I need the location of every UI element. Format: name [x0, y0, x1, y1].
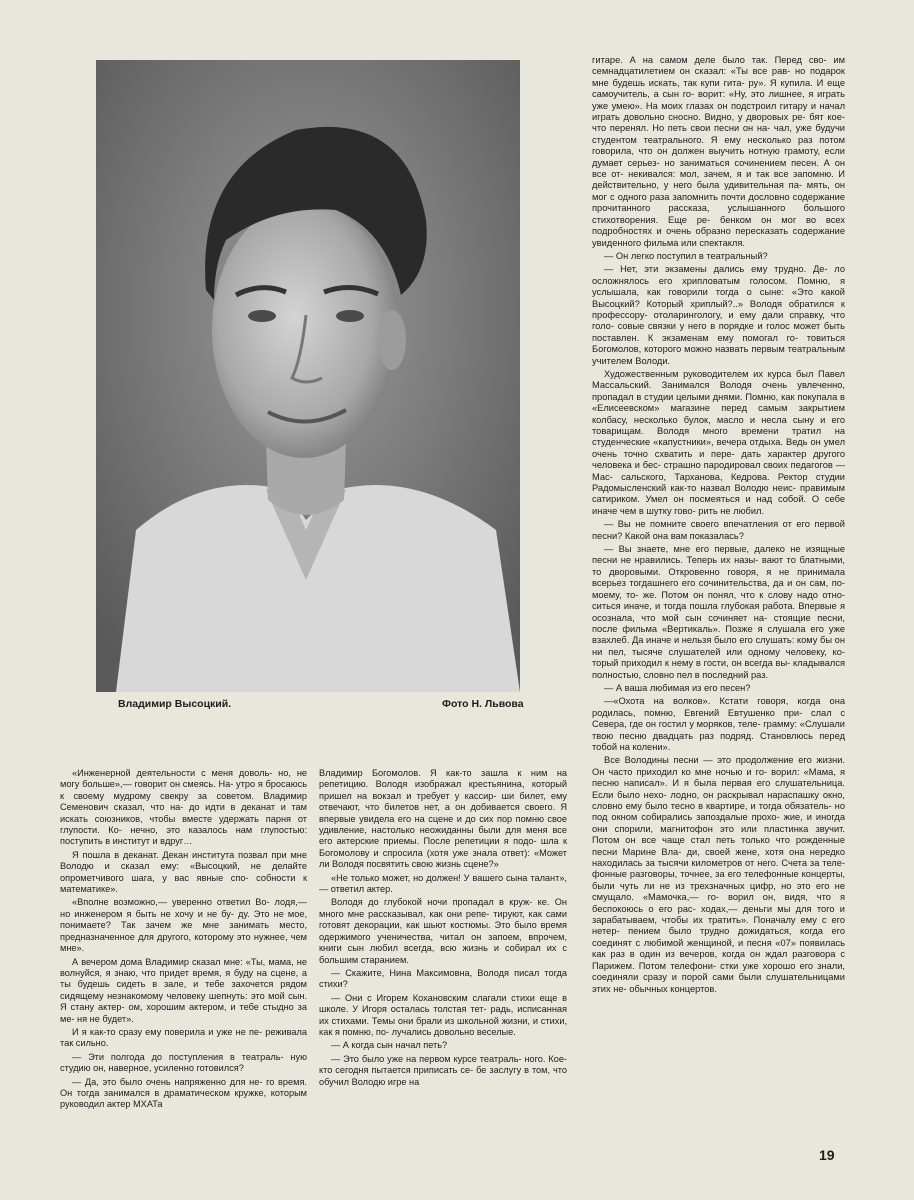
paragraph: Владимир Богомолов. Я как-то зашла к ним на репетицию. Володя изображал крестьянина, который пришел на вокзал и требует у кассир- ши билет, ему отвечают, что билетов нет, а он добивается своего. Я впервые увидела его на сцене и до сих пор помню свое удивление, настолько неожиданны были для меня все его актерские приемы. После репетиции я подо- шла к Богомолову и спросила (хотя уже знала ответ): «Может ли Володя посвятить свою жизнь сцене?»: [319, 768, 567, 870]
text-column-2: [319, 768, 567, 1090]
paragraph: — Он легко поступил в театральный?: [604, 250, 768, 261]
paragraph: — Нет, эти экзамены дались ему трудно. Де- ло осложнялось его хрипловатым голосом. Помню, я услышала, как говорили тогда о сыне: «Это какой Высоцкий? Который хриплый?..» Володя обратился к профессору- отоларингологу, и ему дали справку, что голо- совые связки у него в порядке и голос может быть поставлен. К экзаменам ему помогал го- товиться Богомолов, которого можно назвать первым театральным учителем Володи.: [592, 264, 845, 366]
photo-credit: Фото Н. Львова: [442, 698, 524, 710]
paragraph: «Не только может, но должен! У вашего сына талант»,— ответил актер.: [319, 872, 567, 895]
paragraph: Художественным руководителем их курса был Павел Массальский. Занимался Володя очень увлеченно, пропадал в студии целыми днями. Помню, как покупала в «Елисеевском» магазине перед самым закрытием колбасу, несколько булок, масло и несла сыну и его товарищам. Володя много времени тратил на студенческие «капустники», вечера отдыха. Ведь он умел очень точно схватить и пере- дать характер другого человека и бес- страшно пародировал своих педагогов — Мас- сальского, Тарханова, Кедрова. Ректор студии Радомысленский как-то назвал Володю неис- правимым сатириком. Умел он посмеяться и над собой. О себе иначе чем в шутку гово- рить не любил.: [592, 368, 845, 516]
paragraph: —«Охота на волков». Кстати говоря, когда она родилась, помню, Евгений Евтушенко при- слал с Севера, где он гостил у моряков, теле- грамму: «Слушали твою песню двадцать раз подряд. Становлюсь перед тобой на колени».: [592, 696, 845, 752]
paragraph: А вечером дома Владимир сказал мне: «Ты, мама, не волнуйся, я знаю, что придет время, я буду на сцене, а ты будешь сидеть в зале, и тебе захочется рядом сидящему незнакомому человеку шепнуть: это мой сын. Я стану актер- ом, хорошим актером, и тебе стыдно за ме- ня не будет».: [60, 956, 307, 1024]
paragraph: — Скажите, Нина Максимовна, Володя писал тогда стихи?: [319, 967, 567, 990]
page-number: 19: [819, 1147, 835, 1163]
paragraph: — Это было уже на первом курсе театраль- ного. Кое-кто сегодня пытается приписать се- бе заслугу в том, что обучил Володю игре на: [319, 1053, 567, 1087]
paragraph: гитаре. А на самом деле было так. Перед сво- им семнадцатилетием он сказал: «Ты все рав- но подарок мне будешь искать, так купи гита- ру». Я купила. И еще самоучитель, а сын го- ворит: «Ну, это лишнее, я играть уже умею». На моих глазах он подстроил гитару и начал играть довольно сносно. Видно, у дворовых ре- бят кое-что перенял. Но петь свои песни он на- чал, уже будучи студентом театрального. Я ему несколько раз потом говорила, что он должен выучить нотную грамоту, если думает серьез- но заниматься сочинением песен. А он все от- некивался: мол, зачем, я и так все запомню. И действительно, у него была удивительная па- мять, он мог с одного раза запомнить почти дословно содержание прочитанного рассказа, услышанного большого стихотворения. Еще ре- бенком он мог во всех подробностях и очень образно пересказать содержание увиденного фильма или спектакля.: [592, 55, 845, 248]
paragraph: — А ваша любимая из его песен?: [604, 682, 751, 693]
portrait-photo: [96, 60, 520, 692]
paragraph: — Вы знаете, мне его первые, далеко не изящные песни не нравились. Теперь их назы- вают то блатными, то дворовыми. Откровенно говоря, я не принимала всерьез тогдашнего его сочинительства, да и он сам, по-моему, то- же. Потом он понял, что к слову надо отно- ситься иначе, и тогда пошла глубокая работа. Впервые я осознала, что мой сын сочиняет на- стоящие песни, после фильма «Вертикаль». Позже я слушала его уже взахлеб. Да иначе и нельзя было его слушать: кому бы он ни пел, тысяче слушателей или одному человеку, ко- торый приходил к нему в гости, он всегда вы- кладывался полностью, словно пел в последний раз.: [592, 544, 845, 680]
paragraph: Все Володины песни — это продолжение его жизни. Он часто приходил ко мне ночью и го- ворил: «Мама, я песню написал». И я была первая его слушательница. Если было нехо- лодно, он раскрывал нараспашку окно, словно ему было тесно в квартире, и тогда обязатель- но под окном собирались запоздалые прохо- жие, и иногда они спорили, магнитофон это или пластинка звучит. Потом он все чаще стал петь только что рожденные песни Марине Вла- ди, своей жене, хотя она нередко находилась за тысячи километров от него. Счета за теле- фонные разговоры, точнее, за его телефонные концерты, были чуть ли не из трехзначных цифр, но это его не смущало. «Мамочка,— го- ворил он, видя, что я беспокоюсь о его рас- ходах,— деньги мы для того и зарабатываем, чтобы их тратить». Поначалу ему с его нетер- пением было трудно дожидаться, когда его соединят с любимой женщиной, и песня «07» появилась как раз в один из вечеров, когда он ждал разговора с Парижем. Потом телефони- стки уже хорошо его знали, соединяли сразу и порой сами были слушательницами этих не- обычных концертов.: [592, 755, 845, 994]
photo-caption: Владимир Высоцкий.: [118, 698, 232, 710]
portrait-photo-icon: [96, 60, 520, 692]
text-column-1: [60, 768, 307, 1113]
paragraph: — Они с Игорем Кохановским слагали стихи еще в школе. У Игоря осталась толстая тет- радь, исписанная их стихами. Темы они брали из школьной жизни, и стихи, как я помню, по- лучались довольно веселые.: [319, 992, 567, 1037]
paragraph: Володя до глубокой ночи пропадал в круж- ке. Он много мне рассказывал, как они репе- тируют, как сами готовят декорации, как шьют костюмы. Это было время одержимого ученичества, читал он запоем, впрочем, книги сын любил всегда, всю жизнь и собирал их с большим старанием.: [319, 897, 567, 965]
paragraph: — Да, это было очень напряженно для не- го время. Он тогда занимался в драматическом кружке, которым руководил актер МХАТа: [60, 1076, 307, 1110]
paragraph: — А когда сын начал петь?: [331, 1040, 448, 1051]
paragraph: — Эти полгода до поступления в театраль- ную студию он, наверное, усиленно готовился?: [60, 1051, 307, 1074]
paragraph: «Вполне возможно,— уверенно ответил Во- лодя,— но инженером я быть не хочу и не бу- ду. Это не мое, понимаете? Так зачем же мне занимать место, предназначенное для другого, которому это нужнее, чем мне».: [60, 897, 307, 954]
paragraph: «Инженерной деятельности с меня доволь- но, не могу больше»,— говорит он смеясь. На- утро я бросаюсь к своему мудрому свекру за советом. Владимир Семенович сказал, что на- до идти в деканат и там искать союзников, чтобы вместе удержать парня от глупости. Ко- нечно, это казалось нам глупостью: поступить в институт и вдруг…: [60, 768, 307, 847]
paragraph: Я пошла в деканат. Декан института позвал при мне Володю и сказал ему: «Высоцкий, не делайте опрометчивого шага, у вас явные спо- собности к математике».: [60, 849, 307, 895]
paragraph: И я как-то сразу ему поверила и уже не пе- реживала так сильно.: [60, 1026, 307, 1049]
text-column-3: [592, 55, 845, 997]
paragraph: — Вы не помните своего впечатления от его первой песни? Какой она вам показалась?: [592, 519, 845, 541]
